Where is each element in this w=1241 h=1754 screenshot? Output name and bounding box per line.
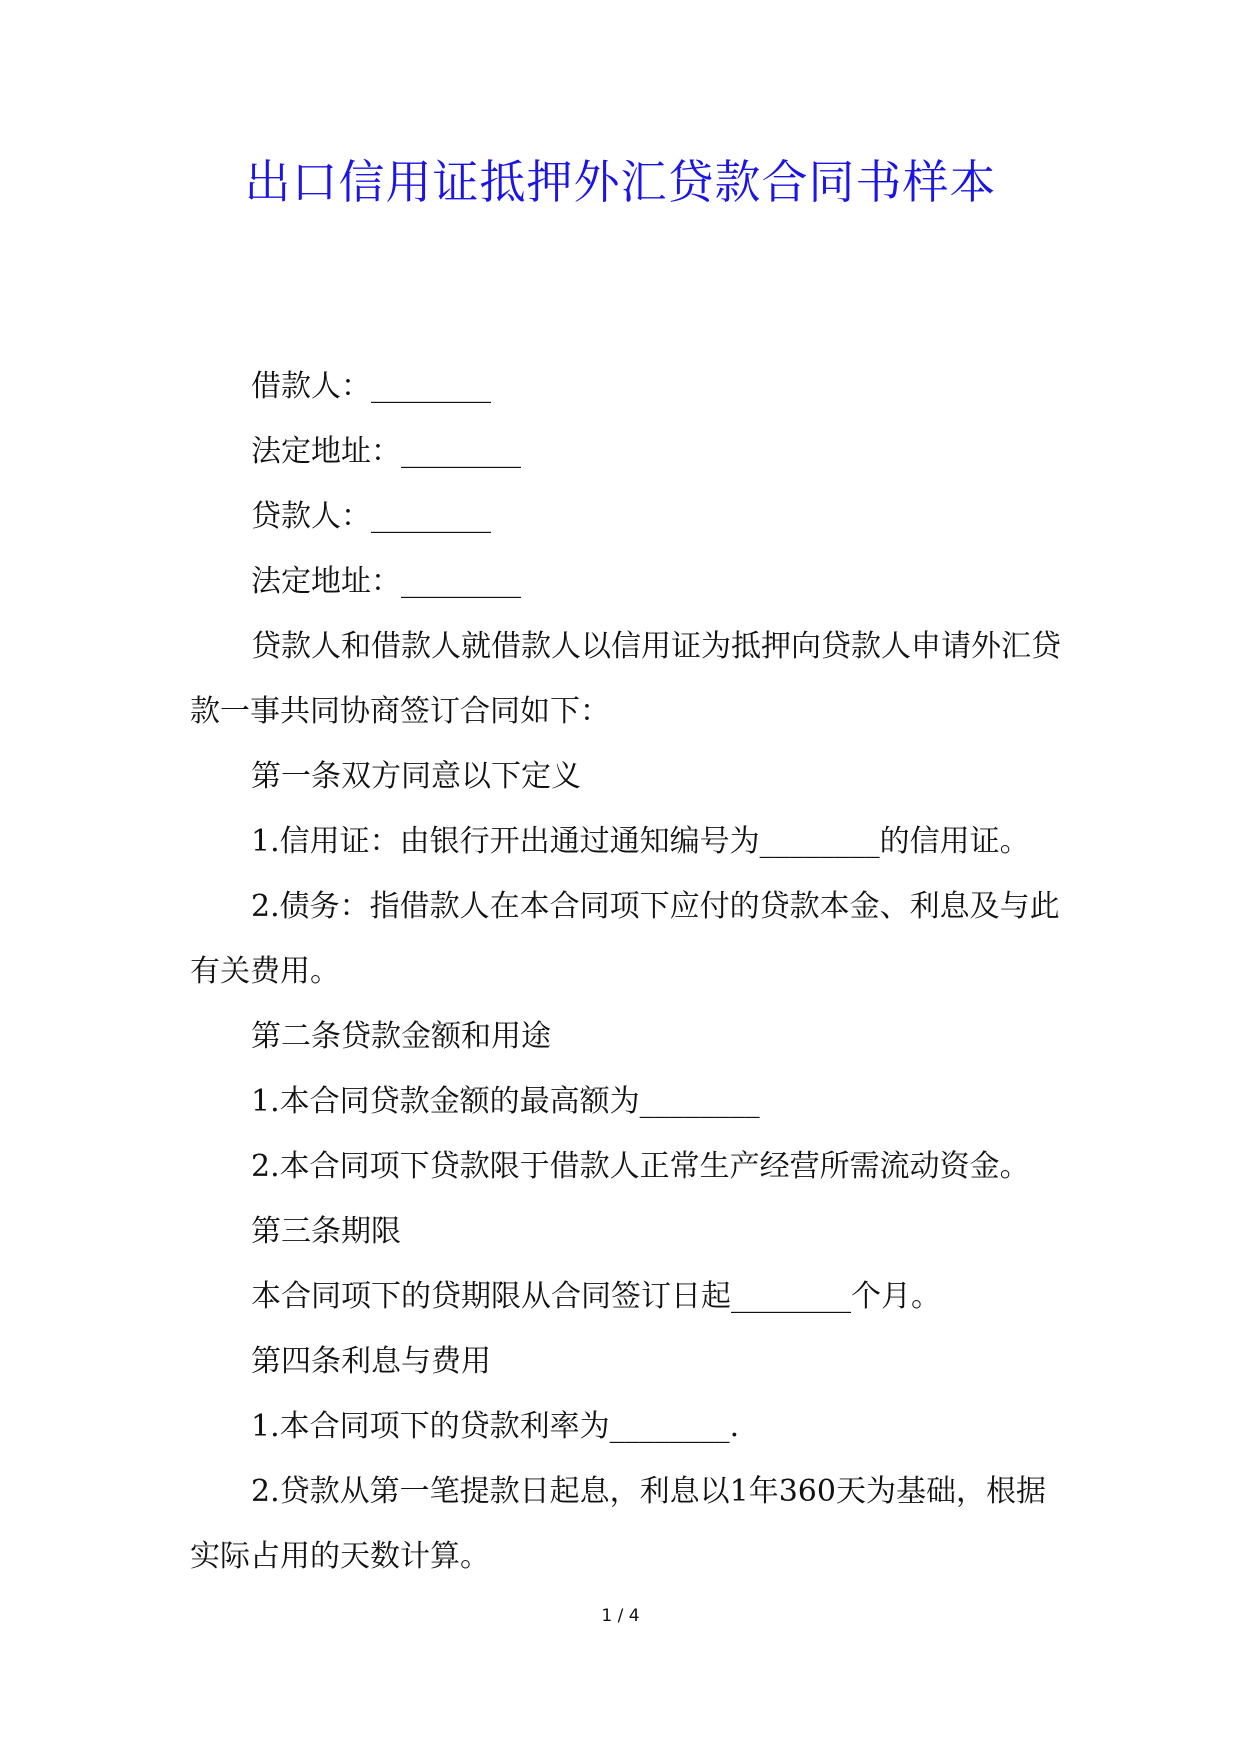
article-3-heading: 第三条期限 xyxy=(251,1214,401,1249)
article-2-item-1: 1.本合同贷款金额的最高额为________ xyxy=(251,1084,760,1119)
article-1-item-1: 1.信用证：由银行开出通过通知编号为________的信用证。 xyxy=(251,824,1030,859)
article-2-item-2: 2.本合同项下贷款限于借款人正常生产经营所需流动资金。 xyxy=(251,1149,1030,1184)
article-3-body: 本合同项下的贷期限从合同签订日起________个月。 xyxy=(251,1279,941,1314)
article-1-item-2: 2.债务：指借款人在本合同项下应付的贷款本金、利息及与此有关费用。 xyxy=(190,889,1060,989)
document-title: 出口信用证抵押外汇贷款合同书样本 xyxy=(244,155,997,209)
borrower-address-line: 法定地址：________ xyxy=(251,434,521,469)
document-body xyxy=(190,354,1070,1589)
article-4-heading: 第四条利息与费用 xyxy=(251,1344,491,1379)
article-1-heading: 第一条双方同意以下定义 xyxy=(251,759,581,794)
lender-address-line: 法定地址：________ xyxy=(251,564,521,599)
borrower-line: 借款人：________ xyxy=(251,369,491,404)
preamble-paragraph: 贷款人和借款人就借款人以信用证为抵押向贷款人申请外汇贷款一事共同协商签订合同如下： xyxy=(190,629,1061,729)
article-4-item-1: 1.本合同项下的贷款利率为________. xyxy=(251,1409,740,1444)
lender-line: 贷款人：________ xyxy=(251,499,491,534)
article-4-item-2: 2.贷款从第一笔提款日起息，利息以1年360天为基础，根据实际占用的天数计算。 xyxy=(190,1474,1046,1574)
page-number: 1 / 4 xyxy=(601,1606,640,1626)
article-2-heading: 第二条贷款金额和用途 xyxy=(251,1019,551,1054)
